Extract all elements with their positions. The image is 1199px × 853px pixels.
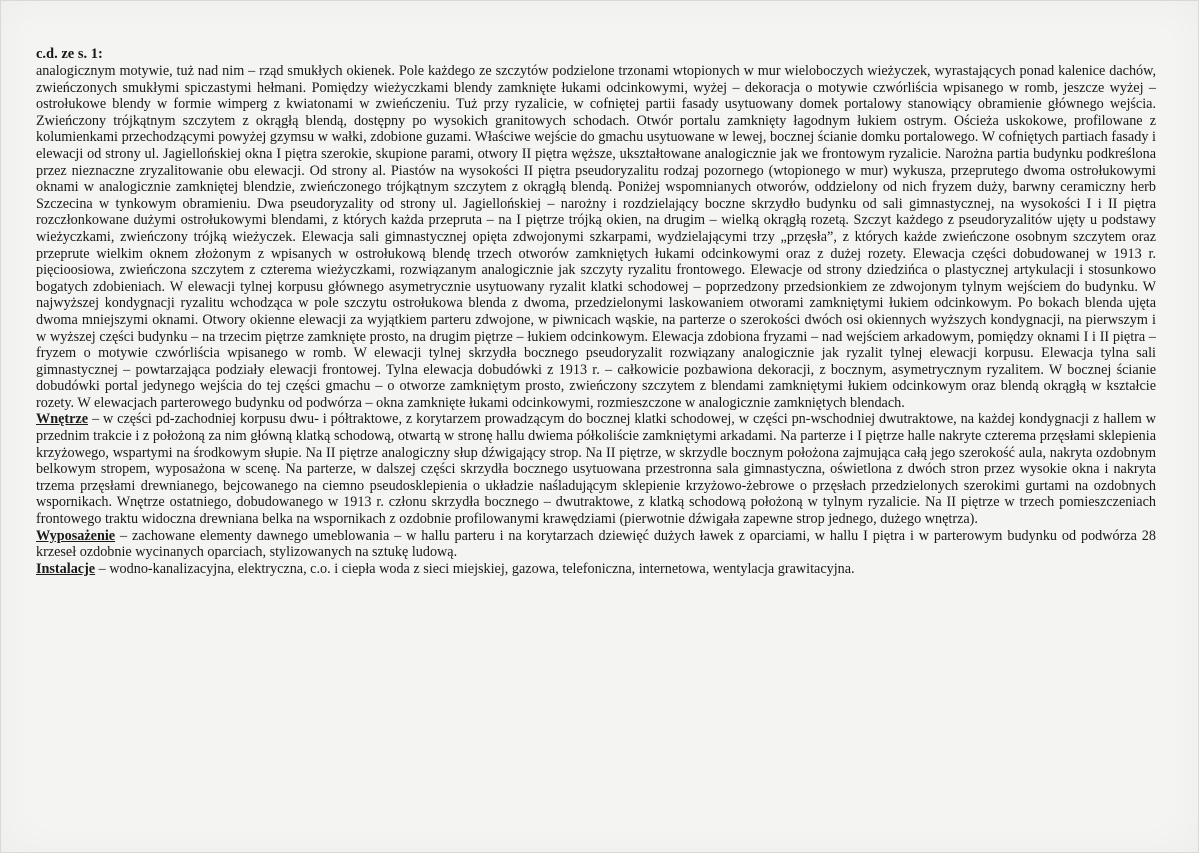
facade-description: analogicznym motywie, tuż nad nim – rząd smukłych okienek. Pole każdego ze szczytów podzielone trzonami wtopionych w mur wieloboczych wieżyczek, wyrastających ponad kalenice dachów, zwieńczonych smukłymi spiczastymi hełmani. Pomiędzy wieżyczkami blendy zamknięte łukami odcinkowymi, wyżej – dekoracja o motywie czwórliścia wpisanego w romb, jeszcze wyżej – ostrołukowe blendy w formie wimperg z kwiatonami w zwieńczeniu. Tuż przy ryzalicie, w cofniętej partii fasady usytuowany domek portalowy stanowiący obramienie głównego wejścia. Zwieńczony trójkątnym szczytem z okrągłą blendą, dostępny po wysokich granitowych schodach. Otwór portalu zamknięty łagodnym łukiem ostrym. Ościeża uskokowe, profilowane z kolumienkami przechodzącymi powyżej gzymsu w wałki, zdobione guzami. Właściwe wejście do gmachu usytuowane w lewej, bocznej ścianie domku portalowego. W cofniętych partiach fasady i elewacji od strony ul. Jagiellońskiej okna I piętra szerokie, skupione parami, otwory II piętra węższe, ukształtowane analogicznie jak we frontowym ryzalicie. Narożna partia budynku podkreślona przez nieznaczne zryzalitowanie obu elewacji. Od strony al. Piastów na wysokości II piętra pseudoryzalitu rodzaj pozornego (wtopionego w mur) wykusza, przeprutego dwoma ostrołukowymi oknami w analogicznie zamkniętej blendzie, zwieńczonego trójkątnym szczytem z okrągłą blendą. Poniżej wspomnianych otworów, oddzielony od nich fryzem duży, barwny ceramiczny herb Szczecina w tynkowym obramieniu. Dwa pseudoryzality od strony ul. Jagiellońskiej – narożny i rozdzielający boczne skrzydło budynku od sali gimnastycznej, na wysokości I i II piętra rozczłonkowane dużymi ostrołukowymi blendami, z których każda przepruta – na I piętrze trójką okien, na drugim – wielką okrągłą rozetą. Szczyt każdego z pseudoryzalitów ujęty u podstawy wieżyczkami, zwieńczony trójką wieżyczek. Elewacja sali gimnastycznej opięta zdwojonymi szkarpami, wydzielającymi trzy „przęsła”, z których każde zwieńczone osobnym szczytem oraz przeprute wielkim oknem złożonym z wpisanych w ostrołukową blendę trzech otworów zamkniętych łukami odcinkowymi oraz z dużej rozety. Elewacja części dobudowanej w 1913 r. pięcioosiowa, zwieńczona szczytem z czterema wieżyczkami, rozwiązanym analogicznie jak szczyty ryzalitu frontowego. Elewacje od strony dziedzińca o plastycznej artykulacji i stosunkowo bogatych zdobieniach. W elewacji tylnej korpusu głównego asymetrycznie usytuowany ryzalit klatki schodowej – poprzedzony przedsionkiem ze zdwojonym tylnym wejściem do budynku. W najwyższej kondygnacji ryzalitu wchodząca w pole szczytu ostrołukowa blenda z dwoma, przedzielonymi laskowaniem otworami zamkniętymi łukiem odcinkowym. Po bokach blenda ujęta dwoma mniejszymi oknami. Otwory okienne elewacji za wyjątkiem parteru zdwojone, w piwnicach wąskie, na parterze o szerokości dwóch osi okiennych wyższych kondygnacji, na pierwszym i w wyższej części budynku – na trzecim piętrze zamknięte prosto, na drugim piętrze – łukiem odcinkowym. Elewacja zdobiona fryzami – nad wejściem arkadowym, pomiędzy oknami I i II piętra – fryzem o motywie czwórliścia wpisanego w romb. W elewacji tylnej skrzydła bocznego pseudoryzalit rozwiązany analogicznie jak ryzalit tylnej elewacji korpusu. Elewacja tylna sali gimnastycznej – powtarzająca podziały elewacji frontowej. Tylna elewacja dobudówki z 1913 r. – całkowicie pozbawiona dekoracji, z bocznym, asymetrycznym ryzalitem. W bocznej ścianie dobudówki portal jedynego wejścia do tej części gmachu – o otworze zamkniętym prosto, zwieńczony szczytem z blendami zamkniętymi łukiem odcinkowym oraz blendą okrągłą w kształcie rozety. W elewacjach parterowego budynku od podwórza – okna zamknięte łukami odcinkowymi, rozmieszczone w analogicznie zamkniętych blendach. bbox=[36, 63, 1156, 411]
interior-text: – w części pd-zachodniej korpusu dwu- i półtraktowe, z korytarzem prowadzącym do bocznej klatki schodowej, w części pn-wschodniej dwutraktowe, na każdej kondygnacji z hallem w przednim trakcie i z położoną za nim główną klatką schodową, otwartą w stronę hallu dwiema półkoliście zamkniętymi arkadami. Na parterze i I piętrze halle nakryte czterema przęsłami sklepienia krzyżowego, wspartymi na środkowym słupie. Na II piętrze analogiczny słup dźwigający strop. Na II piętrze, w skrzydle bocznym położona zajmująca całą jego szerokość aula, nakryta ozdobnym belkowym stropem, wyposażona w scenę. Na parterze, w dalszej części skrzydła bocznego usytuowana przestronna sala gimnastyczna, oświetlona z dwóch stron przez wysokie okna i nakryta trzema przęsłami drewnianego, bejcowanego na ciemno pseudosklepienia o układzie naśladującym sklepienie krzyżowo-żebrowe o przęsłach przedzielonych szerokimi gurtami na ozdobnych wspornikach. Wnętrze ostatniego, dobudowanego w 1913 r. członu skrzydła bocznego – dwutraktowe, z klatką schodową położoną w tylnym ryzalicie. Na II piętrze w trzech pomieszczeniach frontowego traktu widoczna drewniana belka na wspornikach z ozdobnie profilowanymi krawędziami (pierwotnie dźwigała zapewne strop jednego, dużego wnętrza). bbox=[36, 411, 1156, 528]
document-page bbox=[36, 46, 1156, 577]
furnishing-label: Wyposażenie bbox=[36, 527, 116, 544]
furnishing-section bbox=[36, 528, 1156, 561]
continuation-heading: c.d. ze s. 1: bbox=[36, 46, 103, 62]
installations-text: – wodno-kanalizacyjna, elektryczna, c.o. i ciepła woda z sieci miejskiej, gazowa, telefoniczna, internetowa, wentylacja grawitacyjna. bbox=[95, 560, 855, 577]
installations-label: Instalacje bbox=[36, 560, 96, 577]
installations-section bbox=[36, 561, 1156, 578]
interior-section bbox=[36, 411, 1156, 527]
furnishing-text: – zachowane elementy dawnego umeblowania – w hallu parteru i na korytarzach dziewięć dużych ławek z oparciami, w hallu I piętra i w parterowym budynku od podwórza 28 krzeseł ozdobnie wycinanych oparciach, stylizowanych na sztukę ludową. bbox=[36, 527, 1156, 561]
interior-label: Wnętrze bbox=[36, 411, 88, 428]
